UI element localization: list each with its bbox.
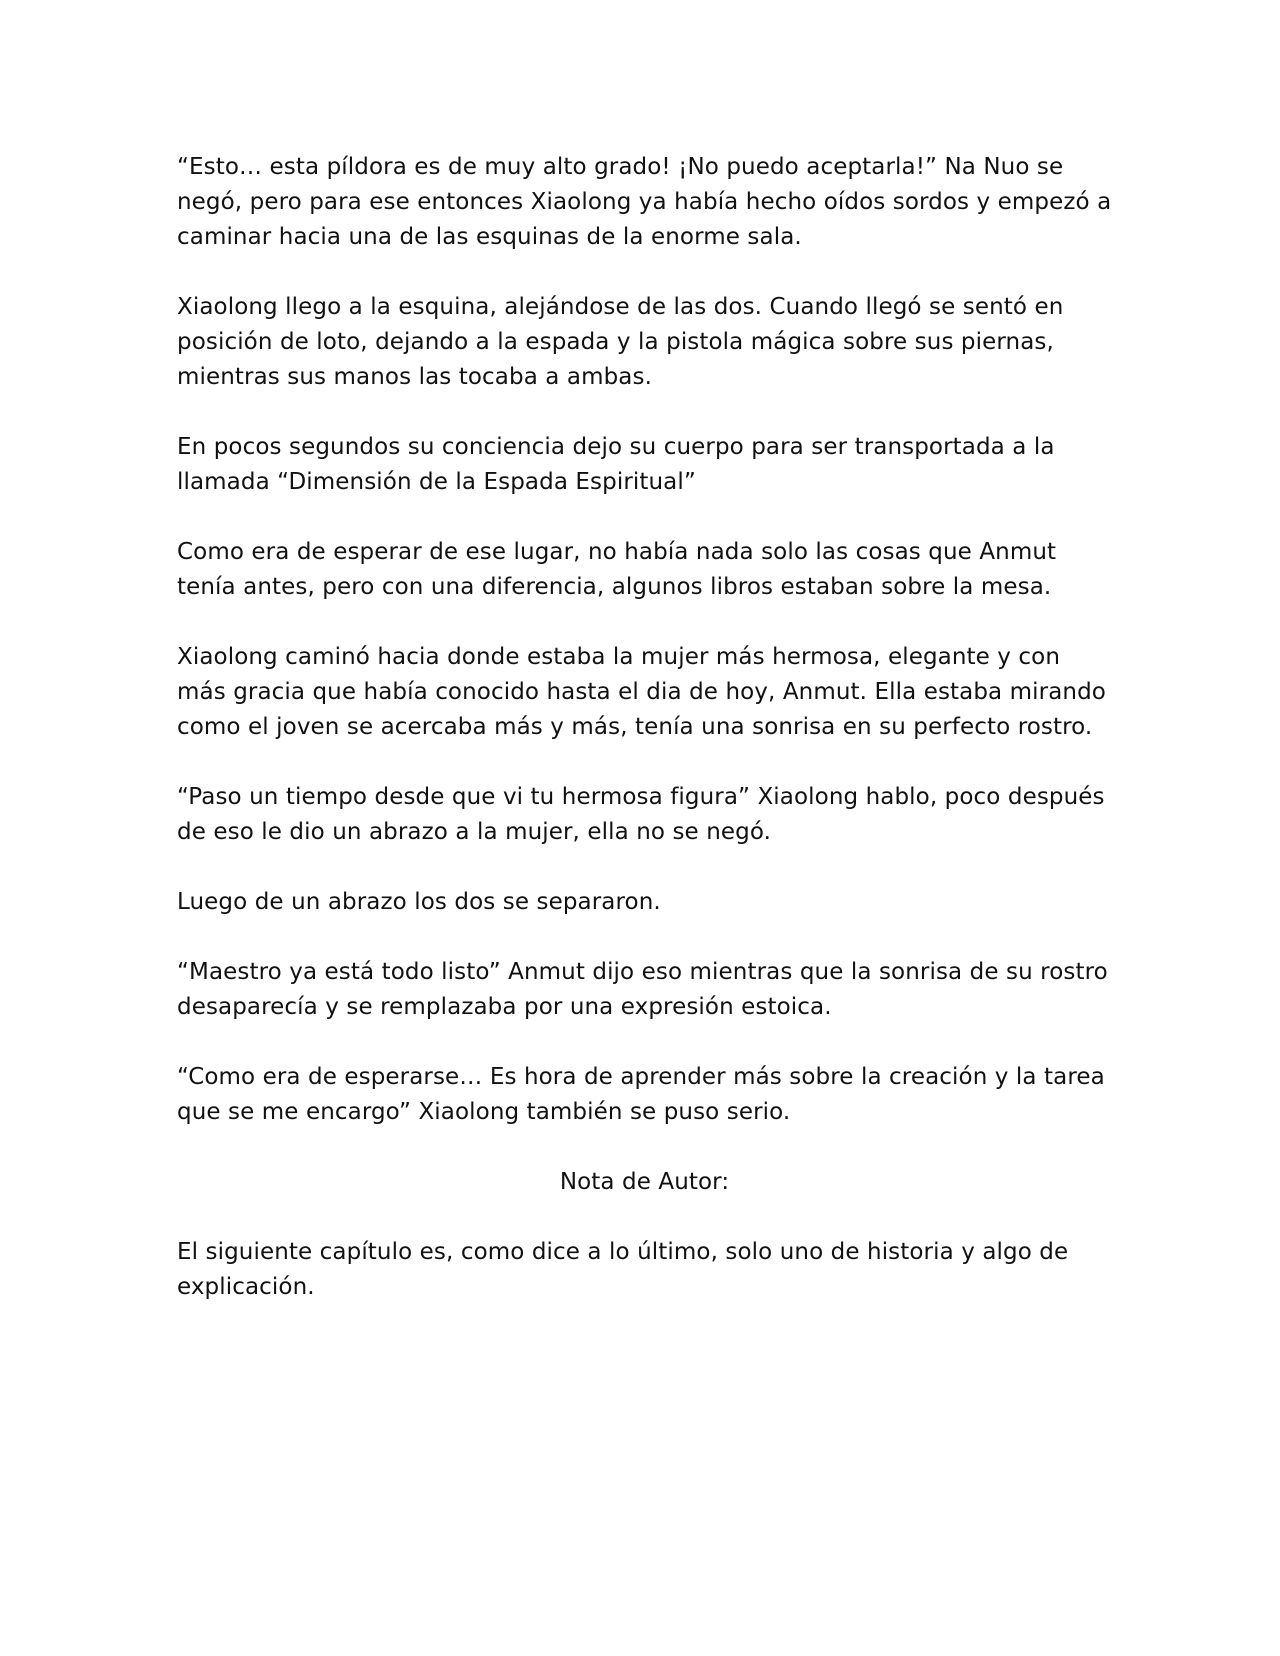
- paragraph-6: “Paso un tiempo desde que vi tu hermosa figura” Xiaolong hablo, poco después de eso le dio un abrazo a la mujer, ella no se negó.: [177, 784, 1105, 845]
- paragraph-3: En pocos segundos su conciencia dejo su cuerpo para ser transportada a la llamada “Dimensión de la Espada Espiritual”: [177, 434, 1055, 495]
- author-note-heading: Nota de Autor:: [559, 1169, 730, 1195]
- paragraph-8: “Maestro ya está todo listo” Anmut dijo eso mientras que la sonrisa de su rostro desaparecía y se remplazaba por una expresión estoica.: [177, 959, 1108, 1020]
- author-note-text: El siguiente capítulo es, como dice a lo último, solo uno de historia y algo de explicación.: [177, 1239, 1069, 1300]
- paragraph-9: “Como era de esperarse… Es hora de aprender más sobre la creación y la tarea que se me encargo” Xiaolong también se puso serio.: [177, 1064, 1105, 1125]
- document-body: [177, 150, 1112, 1340]
- paragraph-2: Xiaolong llego a la esquina, alejándose de las dos. Cuando llegó se sentó en posición de loto, dejando a la espada y la pistola mágica sobre sus piernas, mientras sus manos las tocaba a ambas.: [177, 294, 1064, 390]
- paragraph-5: Xiaolong caminó hacia donde estaba la mujer más hermosa, elegante y con más gracia que había conocido hasta el dia de hoy, Anmut. Ella estaba mirando como el joven se acercaba más y más, tenía una sonrisa en su perfecto rostro.: [177, 644, 1106, 740]
- paragraph-1: “Esto… esta píldora es de muy alto grado! ¡No puedo aceptarla!” Na Nuo se negó, pero para ese entonces Xiaolong ya había hecho oídos sordos y empezó a caminar hacia una de las esquinas de la enorme sala.: [177, 154, 1112, 250]
- paragraph-7: Luego de un abrazo los dos se separaron.: [177, 889, 661, 915]
- paragraph-4: Como era de esperar de ese lugar, no había nada solo las cosas que Anmut tenía antes, pero con una diferencia, algunos libros estaban sobre la mesa.: [177, 539, 1057, 600]
